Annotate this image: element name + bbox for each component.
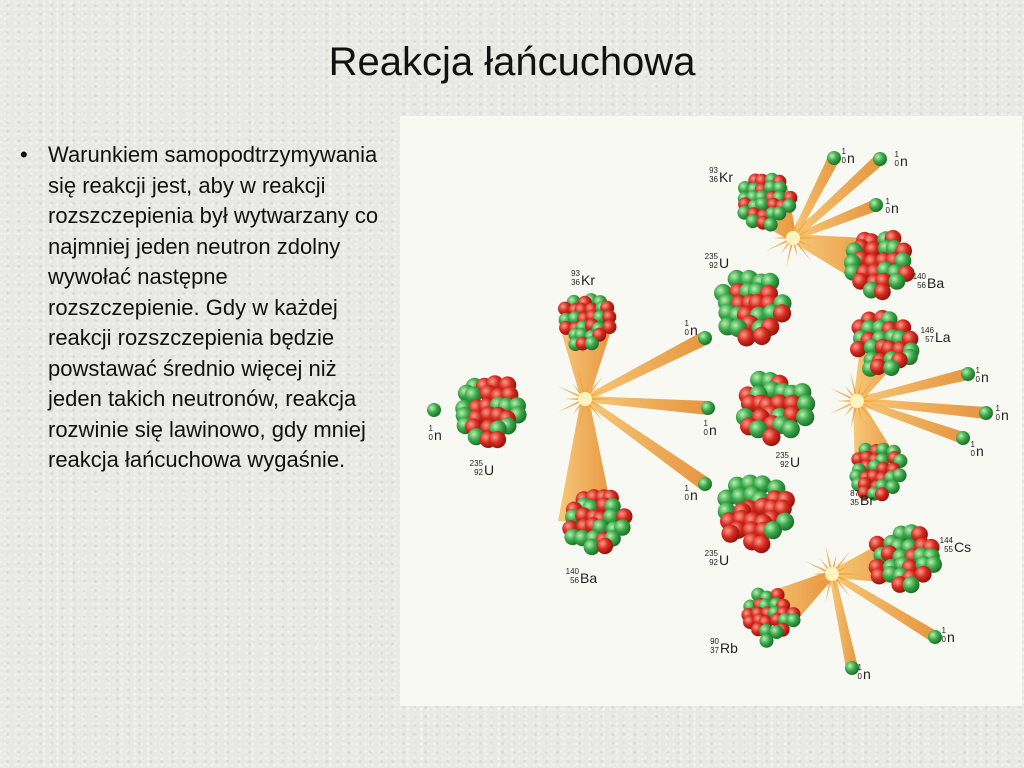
neutron-ball — [701, 401, 715, 415]
bullet-marker: • — [20, 142, 28, 167]
isotope-label — [685, 484, 698, 503]
isotope-label — [710, 637, 738, 656]
element-symbol: U — [790, 454, 801, 470]
atomic-number: 56 — [570, 576, 579, 585]
mass-number: 90 — [710, 637, 719, 646]
nucleus — [736, 371, 815, 446]
mass-number: 93 — [571, 269, 580, 278]
isotope-label — [704, 419, 717, 438]
element-symbol: Ba — [927, 275, 945, 291]
mass-number: 1 — [885, 197, 890, 206]
isotope-label — [685, 319, 698, 338]
isotope-label — [976, 366, 989, 385]
element-symbol: n — [709, 422, 717, 438]
bullet-item — [20, 140, 382, 476]
neutron-ball — [869, 198, 883, 212]
element-symbol: n — [690, 487, 698, 503]
element-symbol: U — [719, 255, 730, 271]
isotope-label — [895, 150, 908, 169]
isotope-label — [850, 489, 874, 508]
mass-number: 146 — [920, 326, 934, 335]
isotope-label — [971, 440, 984, 459]
mass-number: 1 — [970, 440, 975, 449]
bullet-text: Warunkiem samopodtrzymywania się reakcji jest, aby w reakcji rozszczepienia był wytwarzany co najmniej jeden neutron zdolny wywołać następne rozszczepienie. Gdy w każdej reakcji rozszczepienia będzie powstawać średnio więcej niż jeden takich neutronów, reakcja rozwinie się lawinowo, gdy mniej reakcja łańcuchowa wygaśnie. — [48, 142, 379, 472]
element-symbol: La — [935, 329, 951, 345]
mass-number: 1 — [428, 424, 433, 433]
isotope-label — [566, 567, 598, 586]
neutron-ball — [961, 367, 975, 381]
element-symbol: n — [847, 150, 855, 166]
slide-title: Reakcja łańcuchowa — [328, 40, 696, 84]
atomic-number: 37 — [710, 646, 719, 655]
element-symbol: Cs — [954, 539, 972, 555]
mass-number: 235 — [704, 549, 718, 558]
mass-number: 1 — [684, 484, 689, 493]
isotope-label — [921, 326, 951, 345]
element-symbol: n — [976, 443, 984, 459]
mass-number: 144 — [939, 536, 953, 545]
element-symbol: Kr — [719, 169, 733, 185]
element-symbol: Kr — [581, 272, 595, 288]
atomic-number: 0 — [970, 449, 975, 458]
element-symbol: n — [434, 427, 442, 443]
atomic-number: 55 — [944, 545, 953, 554]
fragment-beam — [791, 155, 884, 241]
mass-number: 87 — [850, 489, 859, 498]
atomic-number: 0 — [894, 159, 899, 168]
element-symbol: Br — [860, 492, 874, 508]
chain-reaction-figure — [400, 116, 1022, 706]
isotope-label — [776, 451, 800, 470]
isotope-label — [996, 404, 1009, 423]
mass-number: 1 — [941, 626, 946, 635]
mass-number: 235 — [775, 451, 789, 460]
atomic-number: 0 — [428, 433, 433, 442]
isotope-label — [858, 663, 871, 682]
element-symbol: n — [690, 322, 698, 338]
mass-number: 1 — [841, 147, 846, 156]
atomic-number: 92 — [780, 460, 789, 469]
isotope-label — [709, 166, 733, 185]
mass-number: 1 — [894, 150, 899, 159]
isotope-label — [429, 424, 442, 443]
nucleus — [455, 375, 526, 448]
mass-number: 235 — [469, 459, 483, 468]
mass-number: 1 — [857, 663, 862, 672]
nucleus — [717, 475, 795, 554]
atomic-number: 56 — [917, 281, 926, 290]
mass-number: 1 — [995, 404, 1000, 413]
isotope-label — [571, 269, 595, 288]
atomic-number: 0 — [857, 672, 862, 681]
neutron-ball — [427, 403, 441, 417]
isotope-label — [913, 272, 945, 291]
isotope-label — [470, 459, 494, 478]
element-symbol: n — [947, 629, 955, 645]
neutron-ball — [979, 406, 993, 420]
isotope-label — [886, 197, 899, 216]
atomic-number: 36 — [571, 278, 580, 287]
nucleus — [714, 270, 792, 347]
element-symbol: Ba — [580, 570, 598, 586]
isotope-label — [842, 147, 855, 166]
mass-number: 1 — [684, 319, 689, 328]
mass-number: 140 — [912, 272, 926, 281]
isotope-label — [705, 549, 729, 568]
atomic-number: 0 — [995, 413, 1000, 422]
mass-number: 235 — [704, 252, 718, 261]
neutron-ball — [928, 630, 942, 644]
atomic-number: 92 — [474, 468, 483, 477]
atomic-number: 0 — [975, 375, 980, 384]
atomic-number: 0 — [684, 493, 689, 502]
isotope-label — [942, 626, 955, 645]
mass-number: 93 — [709, 166, 718, 175]
isotope-label — [940, 536, 971, 555]
atomic-number: 57 — [925, 335, 934, 344]
atomic-number: 36 — [709, 175, 718, 184]
atomic-number: 0 — [885, 206, 890, 215]
element-symbol: n — [1001, 407, 1009, 423]
element-symbol: Rb — [720, 640, 738, 656]
isotope-label — [705, 252, 729, 271]
element-symbol: n — [981, 369, 989, 385]
chain-reaction-diagram — [400, 116, 1022, 706]
neutron-ball — [698, 477, 712, 491]
neutron-ball — [873, 152, 887, 166]
element-symbol: n — [863, 666, 871, 682]
bullet-list — [20, 140, 382, 476]
element-symbol: U — [484, 462, 495, 478]
element-symbol: U — [719, 552, 730, 568]
atomic-number: 0 — [703, 428, 708, 437]
atomic-number: 92 — [709, 261, 718, 270]
element-symbol: n — [900, 153, 908, 169]
atomic-number: 0 — [841, 156, 846, 165]
mass-number: 1 — [703, 419, 708, 428]
mass-number: 1 — [975, 366, 980, 375]
mass-number: 140 — [565, 567, 579, 576]
atomic-number: 0 — [941, 635, 946, 644]
neutron-ball — [956, 431, 970, 445]
neutron-ball — [827, 151, 841, 165]
atomic-number: 35 — [850, 498, 859, 507]
nucleus — [869, 524, 942, 593]
element-symbol: n — [891, 200, 899, 216]
atomic-number: 92 — [709, 558, 718, 567]
atomic-number: 0 — [684, 328, 689, 337]
neutron-ball — [698, 331, 712, 345]
